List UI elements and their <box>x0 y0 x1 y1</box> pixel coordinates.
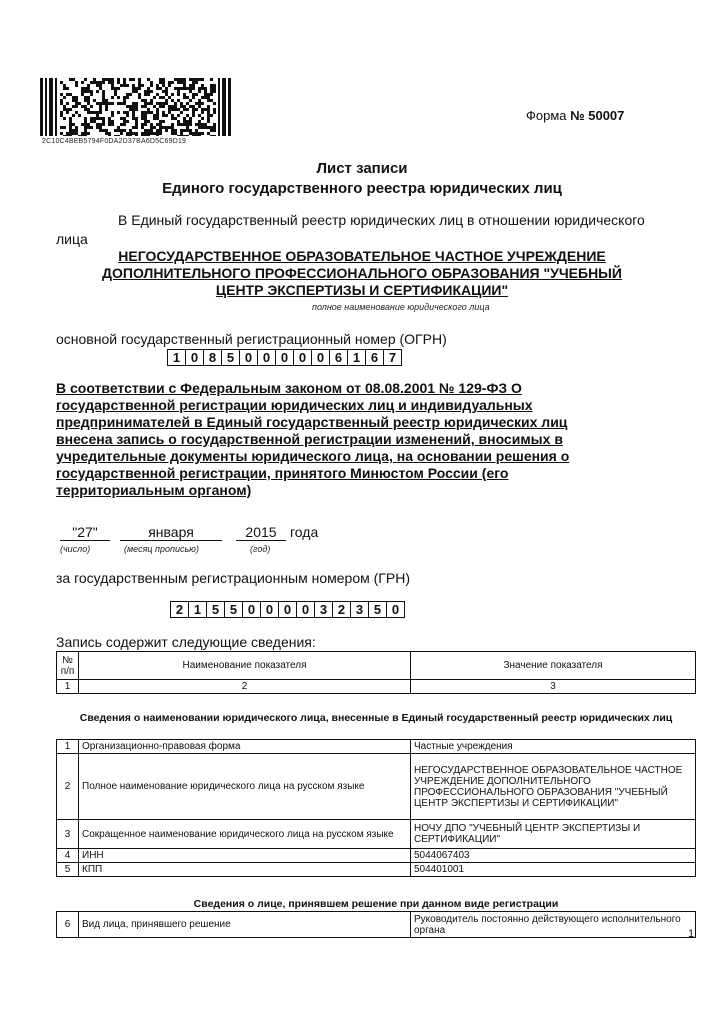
row-number: 5 <box>57 863 79 877</box>
col-value-index: 3 <box>411 680 696 694</box>
date-day-caption: (число) <box>60 544 91 554</box>
grn-label: за государственным регистрационным номером (ГРН) <box>56 570 410 586</box>
intro-line-1: В Единый государственный реестр юридических лиц в отношении юридического <box>118 212 645 228</box>
document-title: Лист записи <box>316 160 408 177</box>
form-number-value: № 50007 <box>570 108 625 123</box>
ogrn-label: основной государственный регистрационный номер (ОГРН) <box>56 331 447 347</box>
section1-title: Сведения о наименовании юридического лица, внесенные в Единый государственный реестр юридических лиц <box>79 712 673 724</box>
date-year: 2015 <box>236 524 286 541</box>
law-line: предпринимателей в Единый государственный реестр юридических лиц <box>56 414 568 430</box>
grn-digit: 3 <box>314 601 333 618</box>
ogrn-digit: 0 <box>311 349 330 366</box>
grn-digit: 0 <box>242 601 261 618</box>
ogrn-digit: 6 <box>329 349 348 366</box>
row-number: 2 <box>57 754 79 820</box>
date-day: "27" <box>60 524 110 541</box>
ogrn-digit: 0 <box>239 349 258 366</box>
law-statement <box>56 380 666 499</box>
col-number-index: 1 <box>57 680 79 694</box>
row-number: 3 <box>57 820 79 849</box>
law-line: В соответствии с Федеральным законом от 08.08.2001 № 129-ФЗ О <box>56 380 522 396</box>
section2-table <box>56 911 696 938</box>
org-name-caption: полное наименование юридического лица <box>312 302 490 312</box>
org-name-line-1: НЕГОСУДАРСТВЕННОЕ ОБРАЗОВАТЕЛЬНОЕ ЧАСТНОЕ УЧРЕЖДЕНИЕ <box>118 248 606 264</box>
col-value-header: Значение показателя <box>411 652 696 680</box>
row-number: 1 <box>57 740 79 754</box>
grn-digit: 5 <box>224 601 243 618</box>
row-name: ИНН <box>79 849 411 863</box>
section1-table <box>56 739 696 877</box>
grn-digit: 0 <box>260 601 279 618</box>
ogrn-digit: 0 <box>257 349 276 366</box>
grn-digit: 0 <box>386 601 405 618</box>
grn-digit: 1 <box>188 601 207 618</box>
row-name: Организационно-правовая форма <box>79 740 411 754</box>
table-row <box>57 754 696 820</box>
grn-digit: 0 <box>296 601 315 618</box>
ogrn-digit: 1 <box>347 349 366 366</box>
table-row <box>57 740 696 754</box>
ogrn-digit: 0 <box>275 349 294 366</box>
row-name: Вид лица, принявшего решение <box>79 912 411 938</box>
grn-digit: 5 <box>368 601 387 618</box>
date-year-caption: (год) <box>250 544 271 554</box>
row-number: 6 <box>57 912 79 938</box>
records-header-table <box>56 651 696 694</box>
ogrn-number <box>167 349 401 366</box>
date-suffix: года <box>290 524 319 540</box>
row-value: Руководитель постоянно действующего исполнительного органа <box>411 912 696 938</box>
row-value: 504401001 <box>411 863 696 877</box>
row-name: КПП <box>79 863 411 877</box>
table-row <box>57 863 696 877</box>
intro-line-2: лица <box>56 231 88 247</box>
row-number: 4 <box>57 849 79 863</box>
document-subtitle: Единого государственного реестра юридических лиц <box>162 180 562 197</box>
row-value: НОЧУ ДПО "УЧЕБНЫЙ ЦЕНТР ЭКСПЕРТИЗЫ И СЕРТИФИКАЦИИ" <box>411 820 696 849</box>
org-name-line-3: ЦЕНТР ЭКСПЕРТИЗЫ И СЕРТИФИКАЦИИ" <box>215 282 509 298</box>
ogrn-digit: 5 <box>221 349 240 366</box>
row-value: НЕГОСУДАРСТВЕННОЕ ОБРАЗОВАТЕЛЬНОЕ ЧАСТНОЕ УЧРЕЖДЕНИЕ ДОПОЛНИТЕЛЬНОГО ПРОФЕССИОНАЛЬНОГО ОБРАЗОВАНИЯ "УЧЕБНЫЙ ЦЕНТР ЭКСПЕРТИЗЫ И СЕРТИФИКАЦИИ" <box>411 754 696 820</box>
row-value: Частные учреждения <box>411 740 696 754</box>
form-number <box>526 108 624 123</box>
row-value: 5044067403 <box>411 849 696 863</box>
form-label: Форма <box>526 108 567 123</box>
law-line: государственной регистрации, принятого Минюстом России (его <box>56 465 509 481</box>
ogrn-digit: 7 <box>383 349 402 366</box>
col-name-index: 2 <box>79 680 411 694</box>
barcode-image <box>40 78 232 136</box>
table-intro: Запись содержит следующие сведения: <box>56 634 316 650</box>
table-row <box>57 849 696 863</box>
law-line: внесена запись о государственной регистрации изменений, вносимых в <box>56 431 563 447</box>
barcode-text: 2C10C4BEB5794F0DA2D37BA6D5C69D19 <box>42 138 187 145</box>
row-name: Полное наименование юридического лица на русском языке <box>79 754 411 820</box>
ogrn-digit: 1 <box>167 349 186 366</box>
date-month: января <box>120 524 222 541</box>
page-number: 1 <box>688 928 695 940</box>
law-line: территориальным органом) <box>56 482 252 498</box>
ogrn-digit: 0 <box>185 349 204 366</box>
law-line: учредительные документы юридического лица, на основании решения о <box>56 448 570 464</box>
table-row <box>57 820 696 849</box>
col-name-header: Наименование показателя <box>79 652 411 680</box>
org-full-name <box>56 248 668 299</box>
grn-number <box>170 601 404 618</box>
grn-digit: 2 <box>170 601 189 618</box>
col-number-header: № п/п <box>57 652 79 680</box>
table-row <box>57 912 696 938</box>
section2-title: Сведения о лице, принявшем решение при данном виде регистрации <box>193 898 559 910</box>
row-name: Сокращенное наименование юридического лица на русском языке <box>79 820 411 849</box>
ogrn-digit: 8 <box>203 349 222 366</box>
law-line: государственной регистрации юридических лиц и индивидуальных <box>56 397 533 413</box>
date-month-caption: (месяц прописью) <box>124 544 199 554</box>
grn-digit: 2 <box>332 601 351 618</box>
grn-digit: 0 <box>278 601 297 618</box>
org-name-line-2: ДОПОЛНИТЕЛЬНОГО ПРОФЕССИОНАЛЬНОГО ОБРАЗОВАНИЯ "УЧЕБНЫЙ <box>102 265 622 281</box>
grn-digit: 3 <box>350 601 369 618</box>
grn-digit: 5 <box>206 601 225 618</box>
ogrn-digit: 0 <box>293 349 312 366</box>
ogrn-digit: 6 <box>365 349 384 366</box>
